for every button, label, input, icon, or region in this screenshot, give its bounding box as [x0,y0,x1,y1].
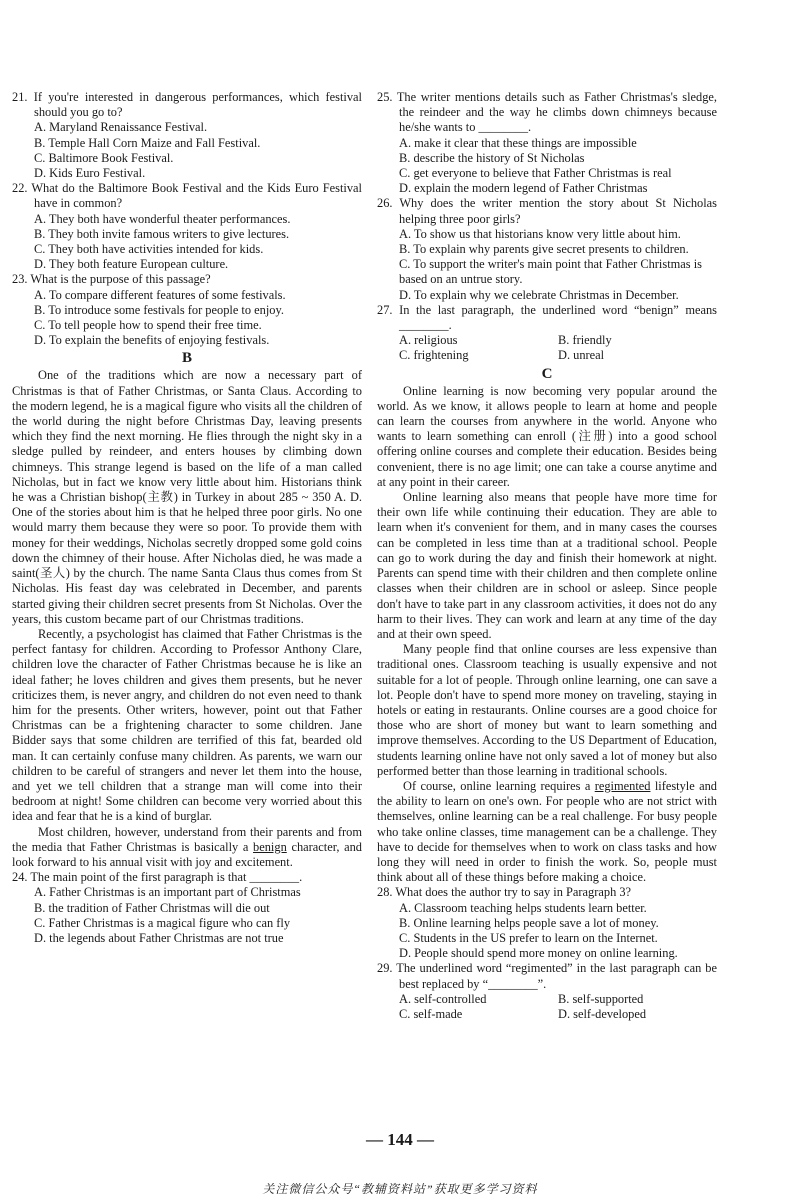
passage-c-paragraph-1: Online learning is now becoming very popular around the world. As we know, it allows people to learn at home and people can learn the courses from anywhere in the world. Anyone who wants to learn something can enroll (注册) into a good school offering online courses and complete their education. Besides being convenient, there is no age limit; one can take a course anytime and at any point in their career. [377,383,717,489]
passage-c-paragraph-3: Many people find that online courses are less expensive than traditional ones. Classroom teaching is usually expensive and not suitable for a lot of people. Through online learning, one can save a lot. People don't have to spend more money on traveling, staying in hotels or eating in restaurants. Online courses are a good choice for those who are short of money but want to learn something and improve themselves. According to the US Department of Education, students learning online have not only saved a lot of money but also performed better than those learning in traditional schools. [377,642,717,778]
option-a: A. self-controlled [399,991,487,1006]
question-23 [12,272,362,348]
question-27 [377,303,717,364]
option-row [377,348,717,363]
option-c: C. Baltimore Book Festival. [34,150,174,165]
question-stem: 25. The writer mentions details such as Father Christmas's sledge, the reindeer and the way he climbs down chimneys because he/she wants to ________. [377,90,717,135]
passage-b-paragraph-3 [12,825,362,871]
option-b: B. To introduce some festivals for people to enjoy. [34,302,284,317]
option-a: A. To show us that historians know very little about him. [399,226,681,241]
option-row [377,333,717,348]
option-a: A. Maryland Renaissance Festival. [34,120,208,135]
option-b: B. Temple Hall Corn Maize and Fall Festival. [34,135,261,150]
option-d: D. Kids Euro Festival. [34,166,146,181]
question-28 [377,885,717,961]
question-stem: 21. If you're interested in dangerous performances, which festival should you go to? [12,90,362,120]
question-stem: 22. What do the Baltimore Book Festival and the Kids Euro Festival have in common? [12,181,362,211]
footer-note: 关注微信公众号“教辅资料站”获取更多学习资料 [262,1182,538,1196]
option-row [377,992,717,1007]
option-c: C. Father Christmas is a magical figure who can fly [34,915,291,930]
option-b: B. self-supported [558,991,644,1006]
question-stem: 28. What does the author try to say in Paragraph 3? [377,885,632,900]
section-c-heading: C [541,365,553,382]
passage-c-paragraph-2: Online learning also means that people have more time for their own life while continuing their education. They are able to learn when it's convenient for them, and in many cases the courses can be completed in less time than at a traditional school. People can go to work during the day and finish their homework at night. Parents can spend time with their children and then complete online classes when their children are in school or asleep. Since people don't have to take part in any classroom activities, it does not do any harm to their lives. They can work and learn at any time of the day and at their own speed. [377,490,717,641]
option-d: D. explain the modern legend of Father Christmas [399,181,648,196]
option-a: A. Classroom teaching helps students learn better. [399,900,647,915]
option-c: C. Students in the US prefer to learn on the Internet. [399,930,658,945]
option-b: B. They both invite famous writers to give lectures. [34,226,290,241]
option-d: D. To explain the benefits of enjoying festivals. [34,333,270,348]
option-d: D. To explain why we celebrate Christmas in December. [399,287,679,302]
option-c: C. To tell people how to spend their free time. [34,318,262,333]
question-21 [12,90,362,181]
option-a: A. religious [399,333,458,348]
paragraph-text: Of course, online learning requires a [403,778,595,793]
underlined-word-benign: benign [253,839,287,854]
option-row [377,1007,717,1022]
option-b: B. Online learning helps people save a lot of money. [399,915,659,930]
underlined-word-regimented: regimented [594,778,651,793]
right-column [377,90,717,1022]
paragraph-text: Most children, however, understand from their parents and from the media that Father Christmas is basically a [12,824,362,854]
option-c: C. They both have activities intended for kids. [34,242,264,257]
option-b: B. the tradition of Father Christmas will die out [34,900,270,915]
option-d: D. the legends about Father Christmas are not true [34,930,284,945]
paragraph-text: lifestyle and the ability to learn on one's own. For people who are not strict with themselves, online learning can be a real challenge. For busy people who take online classes, time management can be a challenge. They have to decide for themselves when to work on class tasks and how long they will need in order to finish the work. So, people must think about all of these things before making a choice. [377,778,717,885]
question-29 [377,961,717,1022]
option-a: A. They both have wonderful theater performances. [34,211,291,226]
question-stem: 29. The underlined word “regimented” in the last paragraph can be best replaced by “________”. [377,961,717,991]
question-22 [12,181,362,272]
question-26 [377,196,717,302]
question-25 [377,90,717,196]
option-c: C. self-made [399,1006,463,1021]
option-c: C. frightening [399,348,469,363]
option-b: B. describe the history of St Nicholas [399,150,585,165]
option-c: C. To support the writer's main point that Father Christmas is based on an untrue story. [399,257,702,287]
option-b: B. friendly [558,333,612,348]
option-a: A. To compare different features of some festivals. [34,287,286,302]
question-24 [12,870,362,946]
left-column [12,90,362,946]
option-a: A. Father Christmas is an important part of Christmas [34,885,301,900]
option-c: C. get everyone to believe that Father Christmas is real [399,166,672,181]
question-stem: 23. What is the purpose of this passage? [12,272,211,287]
option-d: D. People should spend more money on online learning. [399,946,678,961]
section-b-heading: B [181,350,192,367]
passage-b-paragraph-1: One of the traditions which are now a necessary part of Christmas is that of Father Christmas, or Santa Claus. According to the modern legend, he is a magical figure who visits all the children of the world during the night before Christmas Day, leaving presents which they find the next morning. He flies through the night sky in a sledge pulled by reindeer, and enters houses by climbing down chimneys. This strange legend is based on the life of a man called Nicholas, but in fact we know very little about him. Historians think he was a Christian bishop(主教) in Turkey in about 285 ~ 350 A. D. One of the stories about him is that he helped three poor girls. No one would marry them because they were so poor. To provide them with money for their weddings, Nicholas secretly dropped some gold coins down the chimney of their house. After Nicholas died, he was made a saint(圣人) by the church. The name Santa Claus thus comes from St Nicholas. His feast day was celebrated in December, and parents started giving their children secret presents from St Nicholas. Over the years, this custom became part of our Christmas traditions. [12,368,362,626]
question-stem: 27. In the last paragraph, the underlined word “benign” means ________. [377,302,717,333]
option-d: D. They both feature European culture. [34,257,229,272]
option-a: A. make it clear that these things are impossible [399,135,637,150]
paragraph-text: character, and look forward to his annual visit with joy and excitement. [12,839,362,869]
passage-c-paragraph-4 [377,779,717,885]
question-stem: 26. Why does the writer mention the story about St Nicholas helping three poor girls? [377,196,717,226]
option-d: D. self-developed [558,1006,647,1021]
option-d: D. unreal [558,348,605,363]
passage-b-paragraph-2: Recently, a psychologist has claimed that Father Christmas is the perfect fantasy for children. According to Professor Anthony Clare, children love the character of Father Christmas because he is like an ideal father; he loves children and gives them presents, but he never criticizes them, is never angry, and children do not even need to thank him for the presents. Other writers, however, point out that Father Christmas can be a frightening character to some children. Jane Bidder says that some children are terrified of this fat, bearded old man. It can certainly confuse many children. As parents, we warn our children to be careful of strangers and never let them into the house, and yet we tell children that a strange man will come into their bedroom at night! Some children can become very worried about this idea and fear that he is a kind of burglar. [12,626,362,824]
question-stem: 24. The main point of the first paragraph is that ________. [12,870,303,885]
page-number: — 144 — [366,1130,434,1149]
option-b: B. To explain why parents give secret presents to children. [399,242,689,257]
